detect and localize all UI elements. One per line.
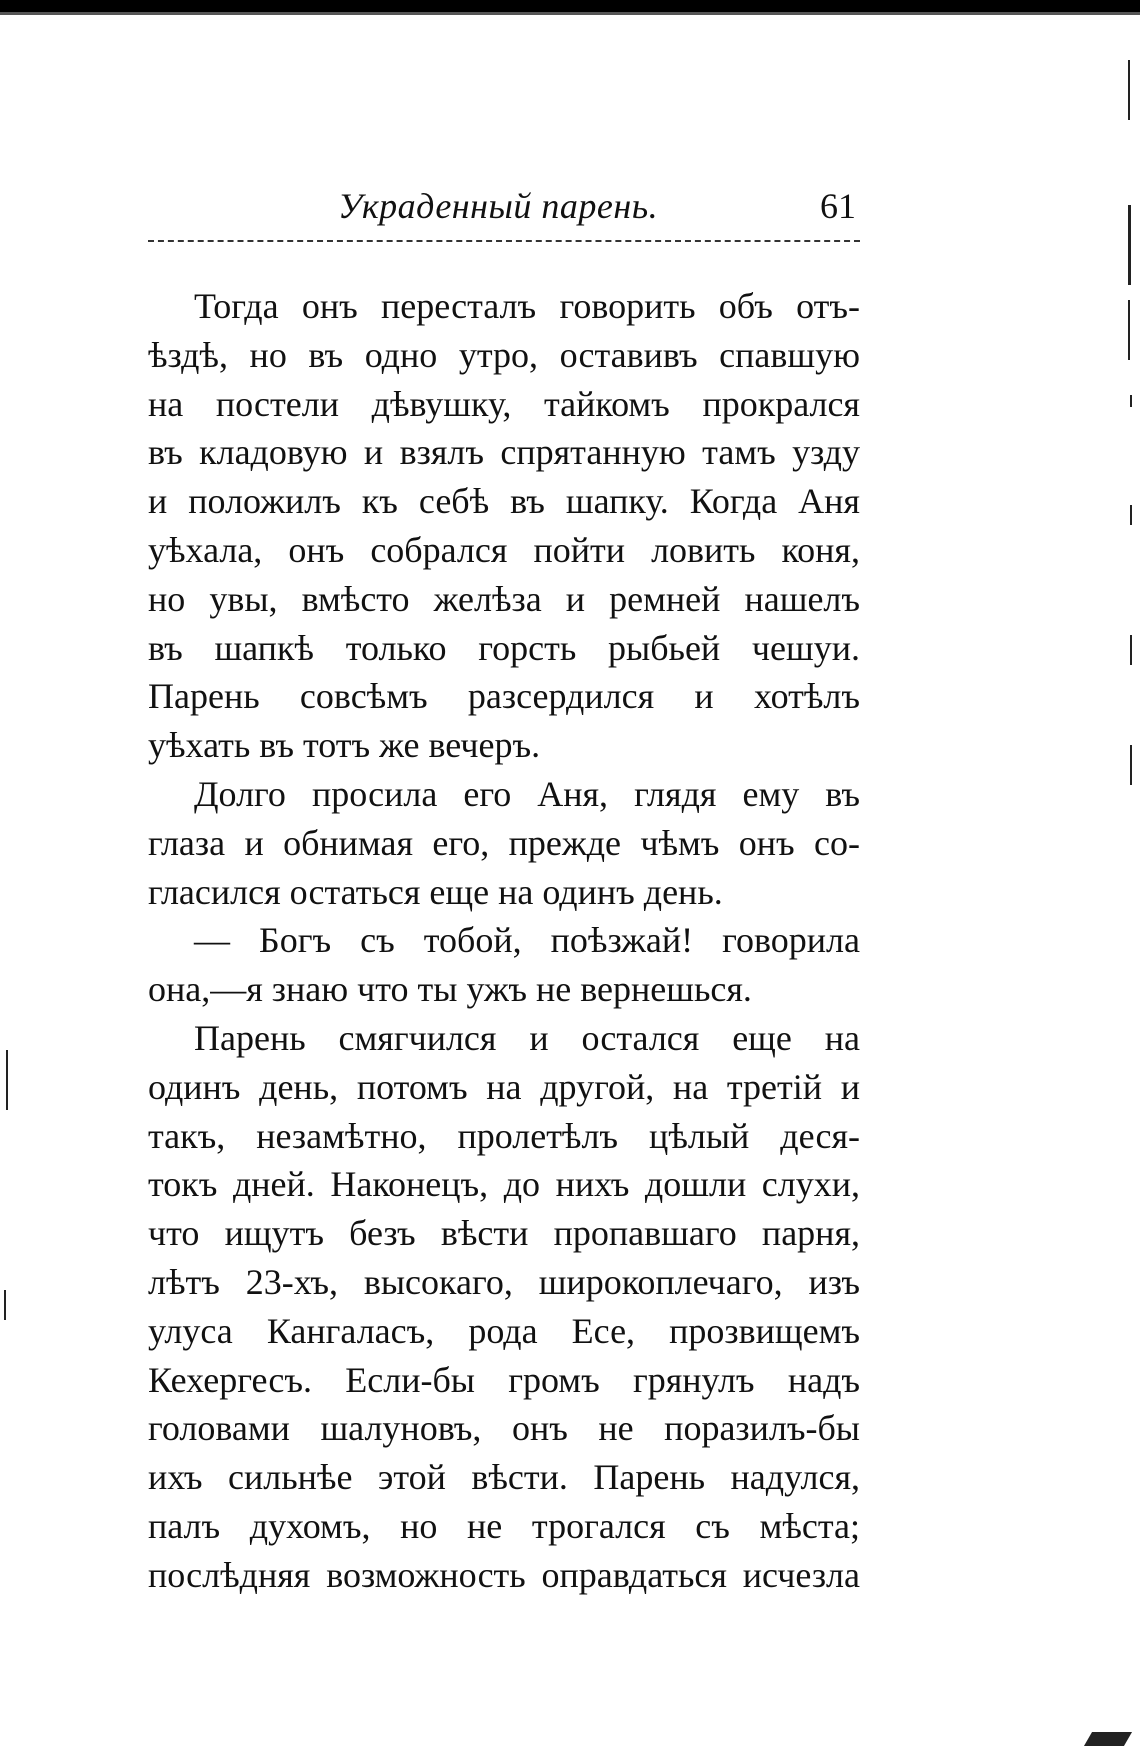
body-text <box>148 282 860 1600</box>
scan-margin-mark <box>1128 205 1131 285</box>
text-line: въ кладовую и взялъ спрятанную тамъ узду <box>148 432 860 473</box>
scan-margin-mark <box>1128 300 1130 360</box>
text-line: и положилъ къ себѣ въ шапку. Когда Аня <box>148 481 860 522</box>
text-line: она,—я знаю что ты ужъ не вернешься. <box>148 969 752 1010</box>
text-line: ихъ сильнѣе этой вѣсти. Парень надулся, <box>148 1457 860 1498</box>
text-line: глаза и обнимая его, прежде чѣмъ онъ со- <box>148 822 860 863</box>
running-title: Украденный парень. <box>338 186 659 226</box>
scan-margin-mark <box>1128 60 1130 120</box>
text-line: токъ дней. Наконецъ, до нихъ дошли слухи, <box>148 1164 860 1205</box>
text-line: Парень совсѣмъ разсердился и хотѣлъ <box>148 676 860 717</box>
scan-margin-mark <box>1130 505 1132 525</box>
text-line: послѣдняя возможность оправдаться исчезла <box>148 1554 860 1595</box>
text-line: Долго просила его Аня, глядя ему въ <box>194 773 860 814</box>
text-line: одинъ день, потомъ на другой, на третій и <box>148 1066 860 1107</box>
text-line: уѣхать въ тотъ же вечеръ. <box>148 725 541 766</box>
page-number: 61 <box>820 186 856 226</box>
scan-margin-mark <box>6 1050 8 1110</box>
text-line: головами шалуновъ, онъ не поразилъ-бы <box>148 1408 860 1449</box>
text-line: Кехергесъ. Если-бы громъ грянулъ надъ <box>148 1359 860 1400</box>
scan-top-border <box>0 0 1140 12</box>
scan-margin-mark <box>1130 745 1132 785</box>
text-line: палъ духомъ, но не трогался съ мѣста; <box>148 1505 860 1546</box>
scan-margin-mark <box>1130 395 1132 407</box>
scan-margin-mark <box>1130 635 1132 665</box>
text-line: такъ, незамѣтно, пролетѣлъ цѣлый деся- <box>148 1115 860 1156</box>
text-line: лѣтъ 23-хъ, высокаго, широкоплечаго, изъ <box>148 1261 860 1302</box>
scan-margin-mark <box>4 1290 6 1320</box>
page-header <box>148 184 860 234</box>
text-line: но увы, вмѣсто желѣза и ремней нашелъ <box>148 578 860 619</box>
text-line: что ищутъ безъ вѣсти пропавшаго парня, <box>148 1213 860 1254</box>
header-rule <box>148 240 860 242</box>
text-line: ѣздѣ, но въ одно утро, оставивъ спавшую <box>148 334 860 375</box>
text-line: уѣхала, онъ собрался пойти ловить коня, <box>148 529 860 570</box>
text-line: въ шапкѣ только горсть рыбьей чешуи. <box>148 627 860 668</box>
scan-corner-mark <box>1084 1732 1132 1746</box>
text-line: — Богъ съ тобой, поѣзжай! говорила <box>194 920 860 961</box>
text-line: улуса Кангаласъ, рода Есе, прозвищемъ <box>148 1310 860 1351</box>
text-line: Парень смягчился и остался еще на <box>194 1017 860 1058</box>
text-line: гласился остаться еще на одинъ день. <box>148 871 723 912</box>
text-line: Тогда онъ пересталъ говорить объ отъ- <box>194 286 860 326</box>
text-line: на постели дѣвушку, тайкомъ прокрался <box>148 383 860 424</box>
